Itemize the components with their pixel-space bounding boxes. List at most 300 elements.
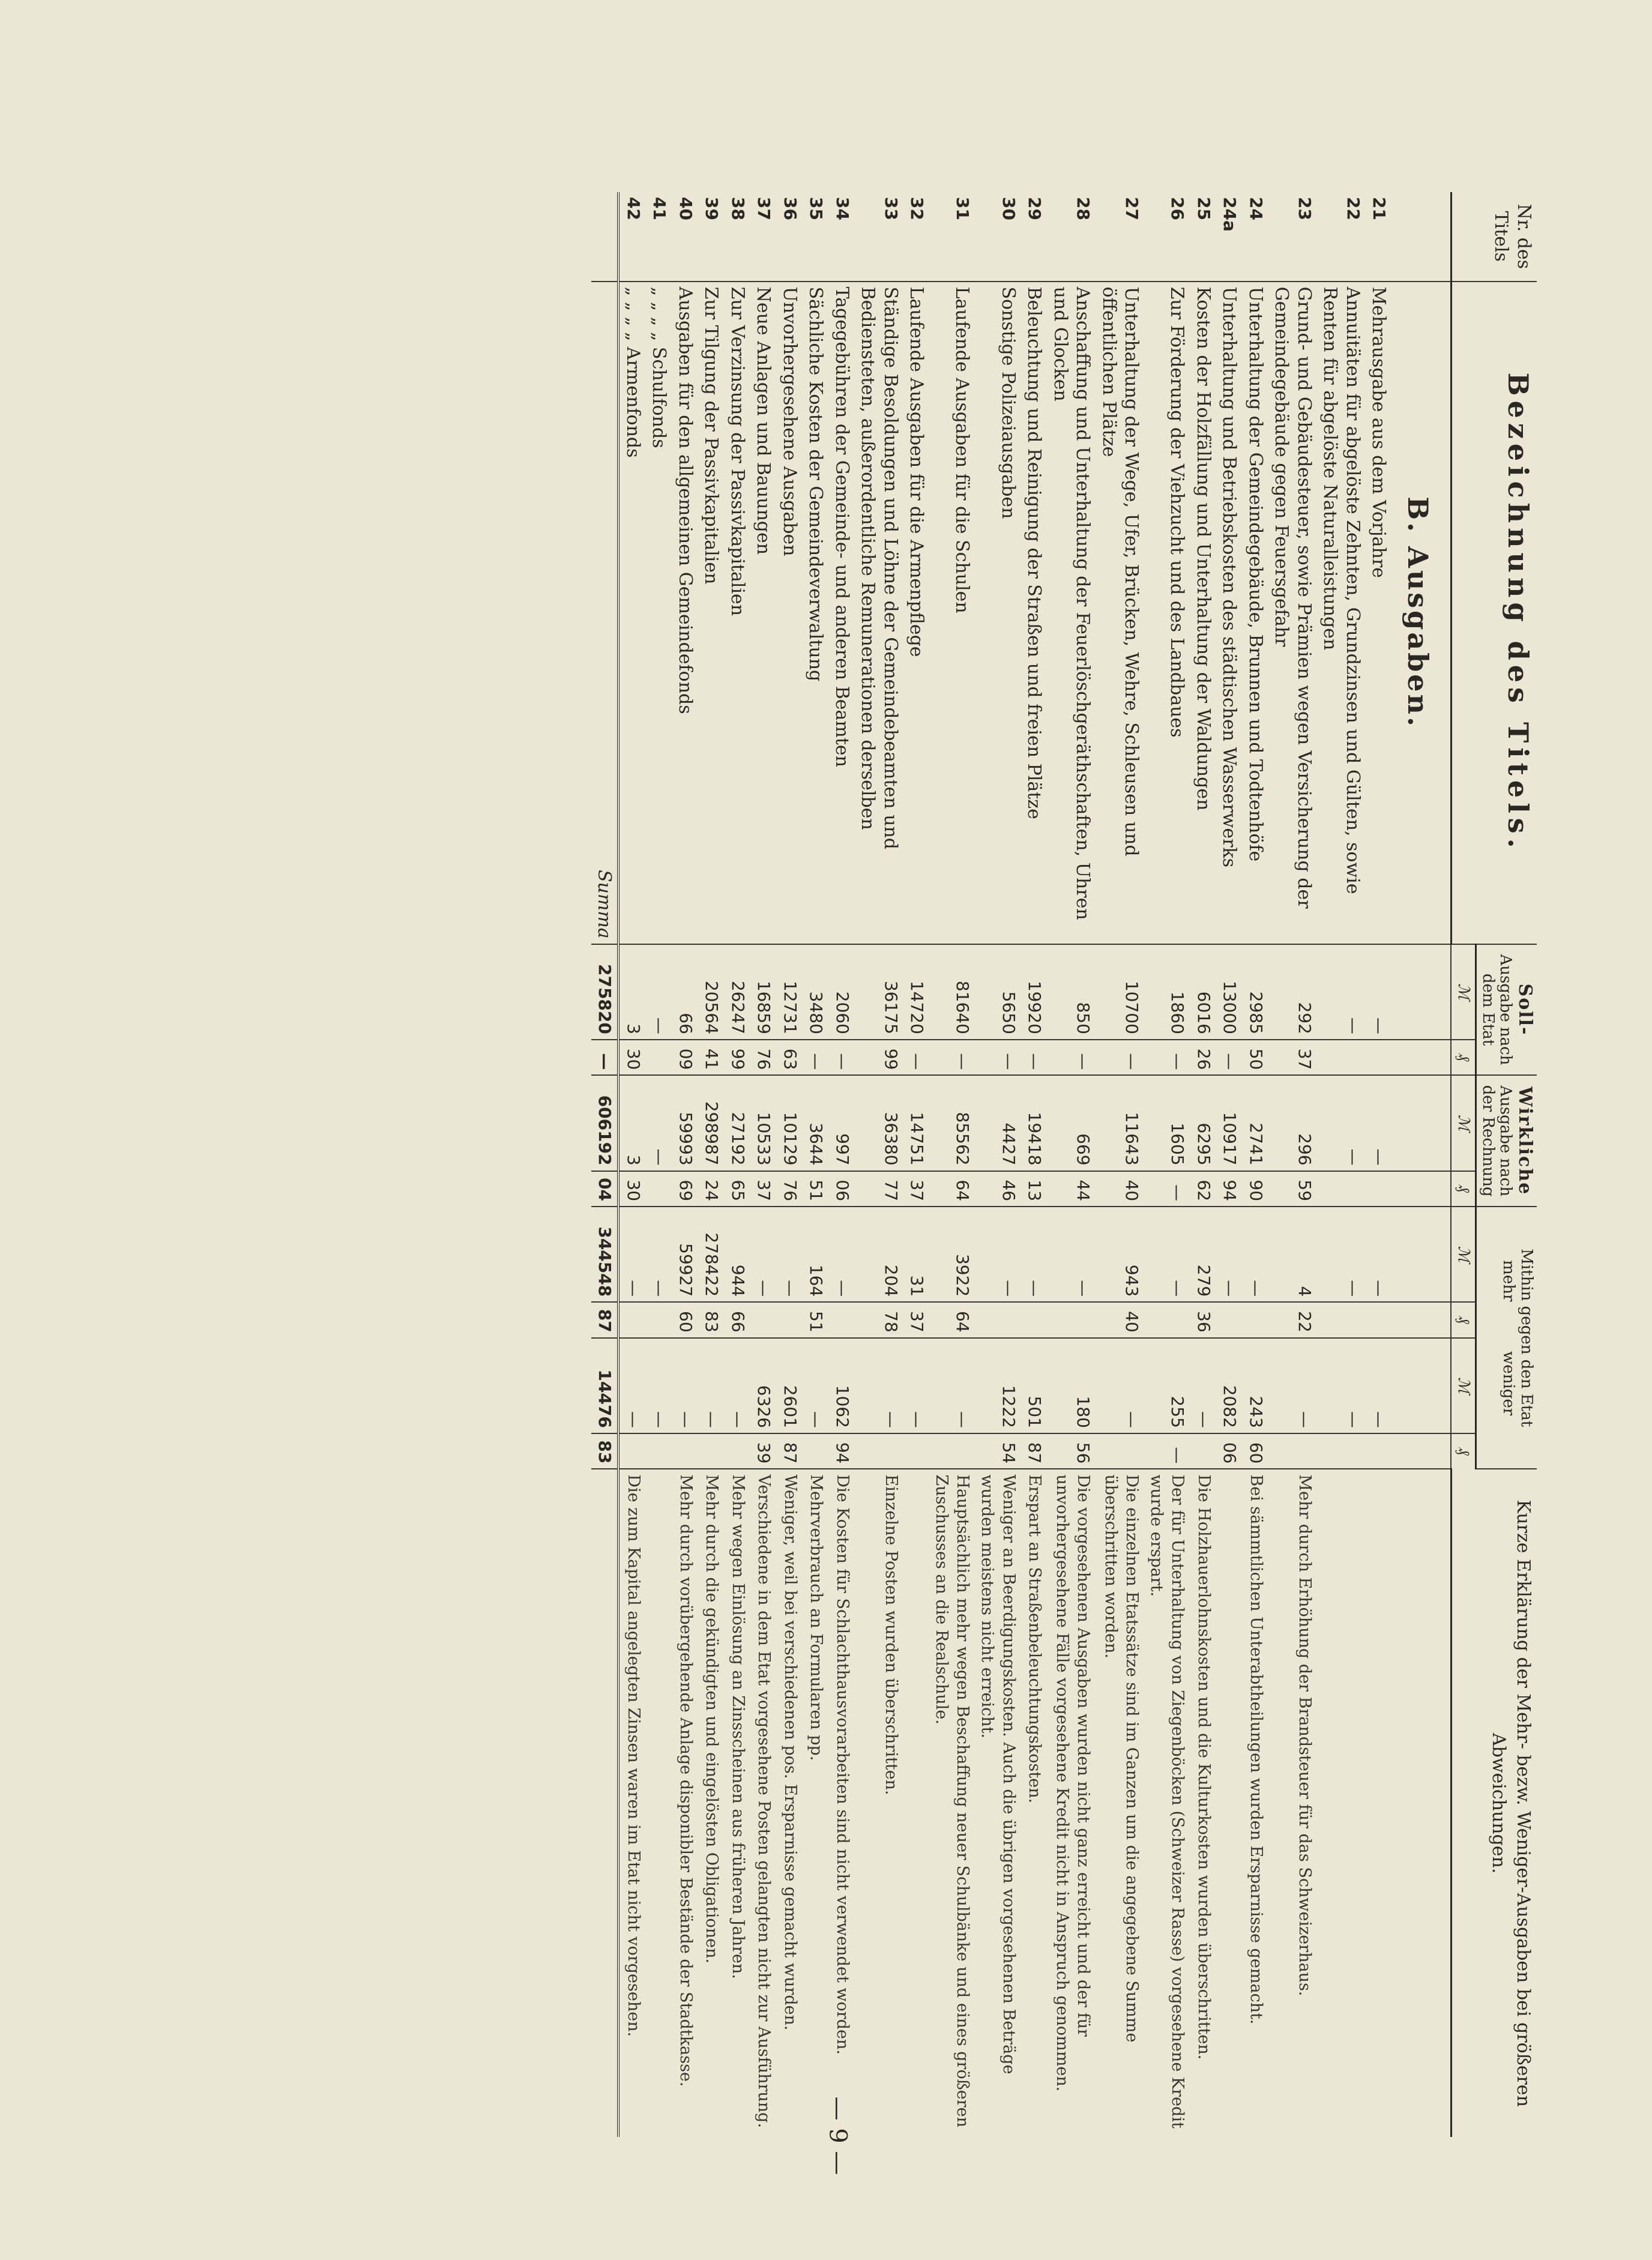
row-note: Weniger, weil bei verschiedenen pos. Ersparnisse gemacht wurden.	[780, 1474, 800, 2031]
row-weniger-pf: 06	[1216, 1433, 1243, 1469]
row-ist-mark: 296	[1268, 1075, 1317, 1171]
row-note	[646, 1469, 672, 2137]
unit-pf: ₰	[1451, 1040, 1476, 1075]
row-note	[1216, 1469, 1243, 2137]
row-ist-pf: 37	[750, 1171, 777, 1207]
row-mehr-mark: 3922	[929, 1207, 975, 1302]
sum-ist-pf: 04	[591, 1171, 619, 1207]
row-soll-pf: —	[1021, 1040, 1048, 1075]
row-ist-pf: 64	[929, 1171, 975, 1207]
row-weniger-mark: —	[1317, 1338, 1366, 1433]
row-mehr-pf	[975, 1302, 1020, 1337]
row-weniger-mark: —	[855, 1338, 903, 1433]
row-soll-pf: —	[1047, 1040, 1096, 1075]
row-note: Erspart an Straßenbeleuchtungskosten.	[1025, 1474, 1045, 1804]
row-weniger-pf: 54	[975, 1433, 1020, 1469]
row-ist-mark: 36380	[855, 1075, 903, 1171]
row-ist-pf: 40	[1096, 1171, 1144, 1207]
row-nr: 24a	[1216, 192, 1243, 282]
row-mehr-pf: 51	[803, 1302, 829, 1337]
row-mehr-pf: 40	[1096, 1302, 1144, 1337]
row-nr: 40	[672, 192, 698, 282]
row-mehr-mark: —	[828, 1207, 855, 1302]
row-soll-pf: 99	[855, 1040, 903, 1075]
row-weniger-pf	[698, 1433, 725, 1469]
row-weniger-pf: 94	[828, 1433, 855, 1469]
row-weniger-pf	[1190, 1433, 1216, 1469]
table-row	[1190, 192, 1216, 2137]
expenditure-table	[591, 192, 1537, 2137]
row-mehr-pf: 36	[1190, 1302, 1216, 1337]
row-ist-pf: 62	[1190, 1171, 1216, 1207]
row-soll-pf: —	[929, 1040, 975, 1075]
row-nr: 42	[618, 192, 646, 282]
row-mehr-mark: 4	[1268, 1207, 1317, 1302]
row-weniger-pf	[1317, 1433, 1366, 1469]
section-nr-cell	[1391, 192, 1451, 282]
row-ist-pf: 30	[618, 1171, 646, 1207]
row-nr: 36	[776, 192, 803, 282]
row-weniger-pf	[855, 1433, 903, 1469]
row-soll-pf: 76	[750, 1040, 777, 1075]
row-soll-pf: 09	[672, 1040, 698, 1075]
row-mehr-pf	[1144, 1302, 1190, 1337]
row-mehr-mark: —	[975, 1207, 1020, 1302]
header-wirkliche-sub: Ausgabe nach der Rechnung	[1479, 1085, 1515, 1197]
row-ist-mark: 3644	[803, 1075, 829, 1171]
row-title: „ „ „ „ Armenfonds	[618, 282, 646, 944]
row-ist-pf: 44	[1047, 1171, 1096, 1207]
unit-pf: ₰	[1451, 1302, 1476, 1337]
row-ist-mark: —	[1366, 1075, 1392, 1171]
row-nr: 24	[1242, 192, 1268, 282]
row-mehr-pf: 60	[672, 1302, 698, 1337]
row-title: Unterhaltung und Betriebskosten des städtischen Wasserwerks	[1216, 282, 1243, 944]
row-title: Unterhaltung der Gemeindegebäude, Brunnen und Todtenhöfe	[1242, 282, 1268, 944]
row-weniger-mark: —	[724, 1338, 750, 1433]
row-ist-mark: 10533	[750, 1075, 777, 1171]
table-row	[1317, 192, 1366, 2137]
row-mehr-mark: 943	[1096, 1207, 1144, 1302]
row-soll-mark: —	[1366, 944, 1392, 1040]
row-soll-pf: —	[1216, 1040, 1243, 1075]
row-weniger-pf: 87	[1021, 1433, 1048, 1469]
row-ist-pf: 76	[776, 1171, 803, 1207]
row-title: Annuitäten für abgelöste Zehnten, Grundzinsen und Gülten, sowie Renten für abgelöste Naturalleistungen	[1317, 282, 1366, 944]
table-row	[1216, 192, 1243, 2137]
row-weniger-mark: —	[618, 1338, 646, 1433]
table-row	[929, 192, 975, 2137]
row-weniger-pf	[803, 1433, 829, 1469]
row-soll-mark: 3480	[803, 944, 829, 1040]
table-row	[618, 192, 646, 2137]
sum-mehr-mark: 344548	[591, 1207, 619, 1302]
row-note: Mehr durch die gekündigten und eingelösten Obligationen.	[702, 1474, 722, 1964]
row-nr: 37	[750, 192, 777, 282]
row-weniger-mark: 501	[1021, 1338, 1048, 1433]
row-soll-pf	[1317, 1040, 1366, 1075]
row-weniger-mark: 2082	[1216, 1338, 1243, 1433]
header-soll-sub: Ausgabe nach dem Etat	[1479, 954, 1515, 1065]
row-note: Die Kosten für Schlachthausvorarbeiten sind nicht verwendet worden.	[833, 1474, 852, 2055]
row-mehr-mark: —	[1047, 1207, 1096, 1302]
row-soll-mark: 3	[618, 944, 646, 1040]
row-title: Anschaffung und Unterhaltung der Feuerlöschgeräthschaften, Uhren und Glocken	[1047, 282, 1096, 944]
row-mehr-pf	[1317, 1302, 1366, 1337]
table-row	[1144, 192, 1190, 2137]
row-mehr-pf: 37	[903, 1302, 930, 1337]
sum-soll-pf: —	[591, 1040, 619, 1075]
row-mehr-mark: 59927	[672, 1207, 698, 1302]
header-wirkliche	[1476, 1075, 1537, 1207]
row-soll-pf: —	[803, 1040, 829, 1075]
row-ist-mark: 1605	[1144, 1075, 1190, 1171]
row-note: Die zum Kapital angelegten Zinsen waren im Etat nicht vorgesehen.	[624, 1474, 643, 2037]
row-soll-pf: 26	[1190, 1040, 1216, 1075]
row-note: Die vorgesehenen Ausgaben wurden nicht ganz erreicht und der für unvorhergesehene Fälle vorgesehene Kredit nicht in Anspruch genommen.	[1052, 1474, 1093, 2092]
header-wirkliche-label: Wirkliche	[1515, 1086, 1536, 1196]
row-weniger-pf	[1096, 1433, 1144, 1469]
table-row	[828, 192, 855, 2137]
row-weniger-pf: 39	[750, 1433, 777, 1469]
row-title: „ „ „ „ Schulfonds	[646, 282, 672, 944]
row-ist-pf: 46	[975, 1171, 1020, 1207]
row-soll-pf: —	[1144, 1040, 1190, 1075]
header-mithin-label: Mithin gegen den Etat	[1518, 1249, 1536, 1427]
row-ist-pf	[1366, 1171, 1392, 1207]
header-mehr: mehr	[1500, 1260, 1518, 1302]
row-soll-mark: 14720	[903, 944, 930, 1040]
table-row	[672, 192, 698, 2137]
row-weniger-mark: —	[1096, 1338, 1144, 1433]
unit-mark: ℳ	[1451, 1075, 1476, 1171]
row-soll-mark: 2985	[1242, 944, 1268, 1040]
row-nr: 25	[1190, 192, 1216, 282]
row-soll-mark: 66	[672, 944, 698, 1040]
row-title: Unterhaltung der Wege, Ufer, Brücken, Wehre, Schleusen und öffentlichen Plätze	[1096, 282, 1144, 944]
sum-soll-mark: 275820	[591, 944, 619, 1040]
row-mehr-mark: 164	[803, 1207, 829, 1302]
header-soll-label: Soll-	[1515, 983, 1536, 1036]
row-ist-mark: —	[1317, 1075, 1366, 1171]
row-ist-pf: 06	[828, 1171, 855, 1207]
row-ist-mark: 10129	[776, 1075, 803, 1171]
row-soll-mark: 36175	[855, 944, 903, 1040]
row-mehr-pf	[750, 1302, 777, 1337]
row-mehr-pf	[618, 1302, 646, 1337]
unit-mark: ℳ	[1451, 944, 1476, 1040]
sum-weniger-mark: 14476	[591, 1338, 619, 1433]
table-row	[776, 192, 803, 2137]
row-ist-pf: 51	[803, 1171, 829, 1207]
row-ist-mark: 59993	[672, 1075, 698, 1171]
row-note	[1366, 1469, 1392, 2137]
table-row	[903, 192, 930, 2137]
row-mehr-pf	[646, 1302, 672, 1337]
row-ist-pf: 37	[903, 1171, 930, 1207]
row-ist-pf: 94	[1216, 1171, 1243, 1207]
row-mehr-pf	[1021, 1302, 1048, 1337]
row-soll-pf: 63	[776, 1040, 803, 1075]
row-title: Zur Förderung der Viehzucht und des Landbaues	[1144, 282, 1190, 944]
row-soll-mark: 13000	[1216, 944, 1243, 1040]
row-note	[903, 1469, 930, 2137]
row-nr: 30	[975, 192, 1020, 282]
row-soll-mark: 850	[1047, 944, 1096, 1040]
row-title: Kosten der Holzfällung und Unterhaltung der Waldungen	[1190, 282, 1216, 944]
row-mehr-pf	[1047, 1302, 1096, 1337]
row-nr: 23	[1268, 192, 1317, 282]
row-ist-pf: 59	[1268, 1171, 1317, 1207]
row-title: Tagegebühren der Gemeinde- und anderen Beamten	[828, 282, 855, 944]
row-note: Die einzelnen Etatssätze sind im Ganzen um die angegebene Summe überschritten worden.	[1101, 1474, 1142, 2043]
row-weniger-pf	[724, 1433, 750, 1469]
row-ist-pf: 65	[724, 1171, 750, 1207]
unit-mark: ℳ	[1451, 1338, 1476, 1433]
table-row	[1047, 192, 1096, 2137]
sum-weniger-pf: 83	[591, 1433, 619, 1469]
row-weniger-pf	[929, 1433, 975, 1469]
row-mehr-pf: 66	[724, 1302, 750, 1337]
table-row	[1242, 192, 1268, 2137]
row-ist-mark: 2741	[1242, 1075, 1268, 1171]
row-title: Laufende Ausgaben für die Armenpflege	[903, 282, 930, 944]
row-weniger-mark: —	[698, 1338, 725, 1433]
header-mithin	[1476, 1207, 1537, 1469]
row-title: Zur Tilgung der Passivkapitalien	[698, 282, 725, 944]
table-row	[1268, 192, 1317, 2137]
row-ist-pf: 77	[855, 1171, 903, 1207]
row-weniger-pf	[646, 1433, 672, 1469]
table-row	[1021, 192, 1048, 2137]
row-ist-mark: 4427	[975, 1075, 1020, 1171]
row-soll-mark: —	[1317, 944, 1366, 1040]
row-ist-mark: 14751	[903, 1075, 930, 1171]
sum-note-cell	[591, 1469, 619, 2137]
row-title: Mehrausgabe aus dem Vorjahre	[1366, 282, 1392, 944]
row-soll-mark: 26247	[724, 944, 750, 1040]
row-weniger-mark: 2601	[776, 1338, 803, 1433]
sum-label: Summa	[591, 282, 619, 944]
row-weniger-mark: —	[1190, 1338, 1216, 1433]
row-mehr-mark: 204	[855, 1207, 903, 1302]
row-soll-pf: 30	[618, 1040, 646, 1075]
row-mehr-mark: 944	[724, 1207, 750, 1302]
table-body	[618, 192, 1451, 2137]
row-weniger-pf	[1268, 1433, 1317, 1469]
row-nr: 38	[724, 192, 750, 282]
row-soll-pf	[1366, 1040, 1392, 1075]
table-row	[1096, 192, 1144, 2137]
row-nr: 35	[803, 192, 829, 282]
section-title: B. Ausgaben.	[1391, 282, 1451, 944]
header-nr: Nr. des Titels	[1451, 192, 1537, 282]
row-soll-pf: 41	[698, 1040, 725, 1075]
row-soll-pf: —	[1096, 1040, 1144, 1075]
row-weniger-mark: —	[672, 1338, 698, 1433]
rotated-ledger	[84, 192, 1537, 2137]
row-soll-mark: 2060	[828, 944, 855, 1040]
row-mehr-pf	[1366, 1302, 1392, 1337]
row-weniger-mark: 180	[1047, 1338, 1096, 1433]
row-note: Mehrverbrauch an Formularen pp.	[807, 1474, 826, 1761]
unit-pf: ₰	[1451, 1433, 1476, 1469]
row-title: Laufende Ausgaben für die Schulen	[929, 282, 975, 944]
row-ist-mark: 6295	[1190, 1075, 1216, 1171]
sum-nr-cell	[591, 192, 619, 282]
header-row	[1476, 192, 1537, 2137]
row-ist-pf: 69	[672, 1171, 698, 1207]
row-ist-mark: 11643	[1096, 1075, 1144, 1171]
table-row	[1366, 192, 1392, 2137]
row-soll-pf: —	[903, 1040, 930, 1075]
row-mehr-mark: 31	[903, 1207, 930, 1302]
row-ist-pf: 90	[1242, 1171, 1268, 1207]
row-weniger-pf: 56	[1047, 1433, 1096, 1469]
row-soll-mark: 292	[1268, 944, 1317, 1040]
row-soll-mark: 20564	[698, 944, 725, 1040]
row-weniger-mark: —	[1366, 1338, 1392, 1433]
row-mehr-pf	[1242, 1302, 1268, 1337]
row-mehr-mark: —	[776, 1207, 803, 1302]
row-mehr-pf: 78	[855, 1302, 903, 1337]
row-title: Sächliche Kosten der Gemeindeverwaltung	[803, 282, 829, 944]
row-note: Die Holzhauerlohnskosten und die Kulturkosten wurden überschritten.	[1194, 1474, 1213, 2060]
row-soll-pf: —	[975, 1040, 1020, 1075]
table-row	[855, 192, 903, 2137]
row-weniger-pf: 87	[776, 1433, 803, 1469]
row-title: Neue Anlagen und Bauungen	[750, 282, 777, 944]
table-row	[698, 192, 725, 2137]
unit-pf: ₰	[1451, 1171, 1476, 1207]
row-soll-pf: 50	[1242, 1040, 1268, 1075]
row-note: Mehr wegen Einlösung an Zinsscheinen aus früheren Jahren.	[728, 1474, 747, 1979]
row-ist-pf: 13	[1021, 1171, 1048, 1207]
row-weniger-mark: 255	[1144, 1338, 1190, 1433]
row-weniger-mark: —	[903, 1338, 930, 1433]
row-title: Ständige Besoldungen und Löhne der Gemeindebeamten und Bediensteten, außerordentliche Remunerationen derselben	[855, 282, 903, 944]
row-weniger-mark: 1222	[975, 1338, 1020, 1433]
table-row	[975, 192, 1020, 2137]
row-mehr-pf: 64	[929, 1302, 975, 1337]
row-ist-pf	[1317, 1171, 1366, 1207]
section-row	[1391, 192, 1451, 2137]
row-mehr-mark: —	[1242, 1207, 1268, 1302]
row-ist-mark: —	[646, 1075, 672, 1171]
row-soll-mark: 19920	[1021, 944, 1048, 1040]
row-nr: 34	[828, 192, 855, 282]
table-row	[646, 192, 672, 2137]
row-note: Einzelne Posten wurden überschritten.	[881, 1474, 900, 1795]
row-soll-mark: 12731	[776, 944, 803, 1040]
row-nr: 26	[1144, 192, 1190, 282]
row-mehr-pf	[828, 1302, 855, 1337]
row-weniger-mark: —	[803, 1338, 829, 1433]
row-note: Mehr durch vorübergehende Anlage disponibler Bestände der Stadtkasse.	[676, 1474, 695, 2087]
row-mehr-mark: —	[1021, 1207, 1048, 1302]
header-soll	[1476, 944, 1537, 1076]
row-weniger-mark: 6326	[750, 1338, 777, 1433]
sum-mehr-pf: 87	[591, 1302, 619, 1337]
row-title: Zur Verzinsung der Passivkapitalien	[724, 282, 750, 944]
row-nr: 22	[1317, 192, 1366, 282]
row-soll-mark: 5650	[975, 944, 1020, 1040]
header-weniger: weniger	[1500, 1351, 1518, 1416]
row-mehr-mark: —	[618, 1207, 646, 1302]
row-weniger-pf	[618, 1433, 646, 1469]
row-ist-mark: 27192	[724, 1075, 750, 1171]
row-nr: 33	[855, 192, 903, 282]
row-title: Unvorhergesehene Ausgaben	[776, 282, 803, 944]
row-mehr-pf: 22	[1268, 1302, 1317, 1337]
table-row	[724, 192, 750, 2137]
page-number: — 9 —	[824, 2096, 852, 2175]
unit-mark: ℳ	[1451, 1207, 1476, 1302]
row-ist-mark: 669	[1047, 1075, 1096, 1171]
row-note: Hauptsächlich mehr wegen Beschaffung neuer Schulbänke und eines größeren Zuschusses an die Realschule.	[932, 1474, 972, 2128]
row-note: Mehr durch Erhöhung der Brandsteuer für das Schweizerhaus.	[1295, 1474, 1314, 1996]
row-mehr-mark: —	[1216, 1207, 1243, 1302]
header-title: Bezeichnung des Titels.	[1451, 282, 1537, 944]
row-weniger-pf: —	[1144, 1433, 1190, 1469]
row-mehr-mark: 279	[1190, 1207, 1216, 1302]
row-weniger-pf	[672, 1433, 698, 1469]
row-weniger-pf	[903, 1433, 930, 1469]
row-mehr-mark: 278422	[698, 1207, 725, 1302]
row-soll-mark: 81640	[929, 944, 975, 1040]
row-note: Verschiedene in dem Etat vorgesehene Posten gelangten nicht zur Ausführung.	[755, 1474, 774, 2129]
row-title: Ausgaben für den allgemeinen Gemeindefonds	[672, 282, 698, 944]
table-row	[750, 192, 777, 2137]
row-weniger-mark: 243	[1242, 1338, 1268, 1433]
row-nr: 31	[929, 192, 975, 282]
row-ist-pf: —	[1144, 1171, 1190, 1207]
row-nr: 21	[1366, 192, 1392, 282]
row-mehr-pf	[776, 1302, 803, 1337]
row-title: Sonstige Polizeiausgaben	[975, 282, 1020, 944]
row-soll-mark: 16859	[750, 944, 777, 1040]
row-title: Beleuchtung und Reinigung der Straßen und freien Plätze	[1021, 282, 1048, 944]
row-mehr-mark: —	[646, 1207, 672, 1302]
row-nr: 27	[1096, 192, 1144, 282]
row-soll-mark: 10700	[1096, 944, 1144, 1040]
row-nr: 41	[646, 192, 672, 282]
row-mehr-mark: —	[1366, 1207, 1392, 1302]
table-row	[803, 192, 829, 2137]
row-title: Grund- und Gebäudesteuer, sowie Prämien wegen Versicherung der Gemeindegebäude gegen Feuersgefahr	[1268, 282, 1317, 944]
row-nr: 39	[698, 192, 725, 282]
sum-row	[591, 192, 619, 2137]
row-ist-pf	[646, 1171, 672, 1207]
row-soll-pf	[646, 1040, 672, 1075]
row-mehr-pf	[1216, 1302, 1243, 1337]
row-nr: 28	[1047, 192, 1096, 282]
row-weniger-pf	[1366, 1433, 1392, 1469]
row-nr: 32	[903, 192, 930, 282]
row-note: Weniger an Beerdigungskosten. Auch die übrigen vorgesehenen Beträge wurden meistens nicht erreicht.	[978, 1474, 1018, 2075]
row-ist-mark: 85562	[929, 1075, 975, 1171]
row-mehr-mark: —	[1317, 1207, 1366, 1302]
row-weniger-mark: —	[929, 1338, 975, 1433]
row-weniger-mark: 1062	[828, 1338, 855, 1433]
row-ist-mark: 10917	[1216, 1075, 1243, 1171]
header-explanation: Kurze Erklärung der Mehr- bezw. Weniger-Ausgaben bei größeren Abweichungen.	[1451, 1469, 1537, 2137]
row-soll-pf: —	[828, 1040, 855, 1075]
row-soll-pf: 37	[1268, 1040, 1317, 1075]
row-soll-mark: —	[646, 944, 672, 1040]
row-weniger-pf: 60	[1242, 1433, 1268, 1469]
row-note	[1317, 1469, 1366, 2137]
